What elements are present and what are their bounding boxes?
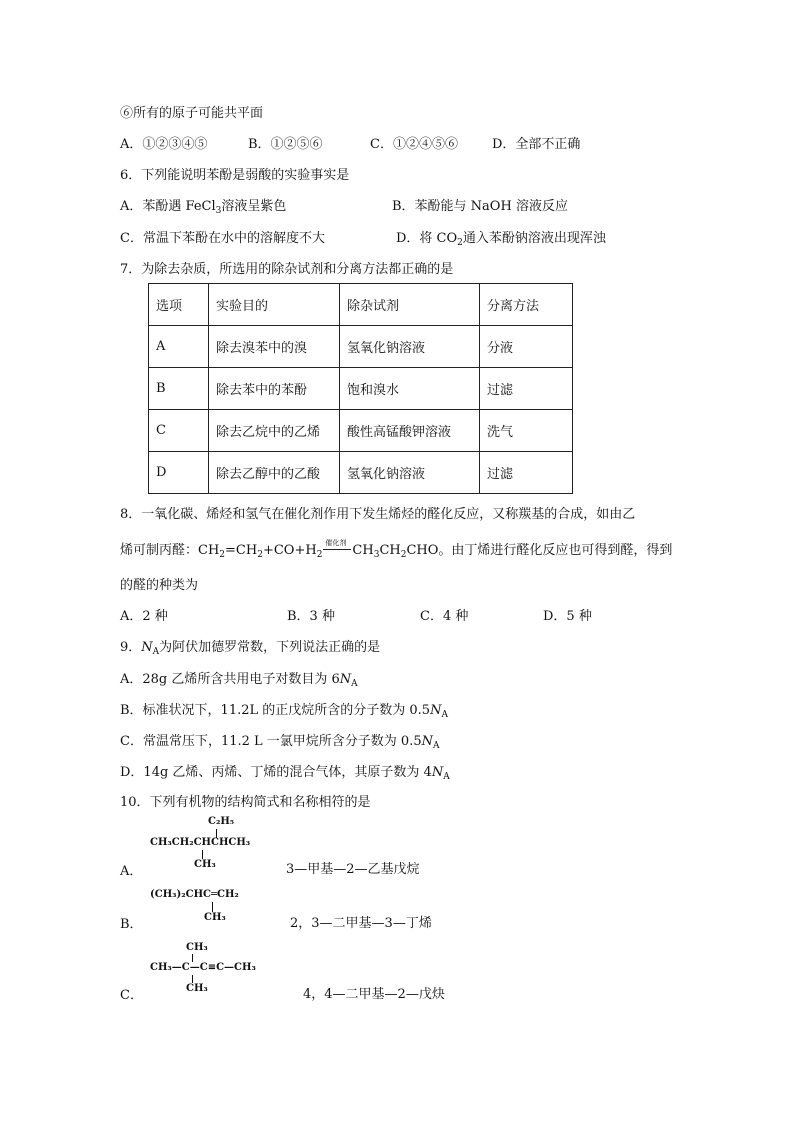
- q8-option-a: A．2 种: [120, 609, 168, 624]
- q9-option-c: C．常温常压下，11.2 L 一氯甲烷所含分子数为 $0.5N_A$: [120, 734, 440, 751]
- q9-option-a: A．28g 乙烯所含共用电子对数目为 $6N_A$: [120, 672, 358, 689]
- table-header-cell: 实验目的: [209, 284, 340, 326]
- q8-option-b: B．3 种: [287, 609, 335, 624]
- q5-option-c: C．①②④⑤⑥: [370, 137, 458, 152]
- q8-line2: 烯可制丙醛：$CH_2=CH_2+CO+H_2$ 催化剂 $CH_3CH_2CHO$。由丁烯进行醛化反应也可得到醛，得到: [120, 543, 672, 563]
- reaction-arrow: [323, 539, 351, 554]
- table-cell: C: [149, 410, 209, 452]
- main-chain: CH₃CH₂CHCHCH₃: [150, 837, 251, 848]
- table-row: [149, 410, 573, 452]
- table-cell: 酸性高锰酸钾溶液: [340, 410, 480, 452]
- q9-option-d: D．14g 乙烯、丙烯、丁烯的混合气体，其原子数为 $4N_A$: [120, 765, 450, 782]
- q10-option-b-label: B．: [120, 917, 143, 932]
- table-row: [149, 368, 573, 410]
- table-cell: 除去溴苯中的溴: [209, 326, 340, 368]
- substituent-top: CH₃: [186, 942, 208, 953]
- q8-option-d: D．5 种: [543, 609, 592, 624]
- substituent-bottom: CH₃: [186, 983, 208, 994]
- substituent-top: C₂H₅: [208, 816, 235, 827]
- table-cell: 过滤: [480, 452, 573, 494]
- table-cell: 饱和溴水: [340, 368, 480, 410]
- table-cell: B: [149, 368, 209, 410]
- q6-option-b: B．苯酚能与 NaOH 溶液反应: [392, 199, 568, 214]
- q10-option-a-label: A．: [120, 864, 143, 879]
- table-header-cell: 选项: [149, 284, 209, 326]
- q10-option-c-label: C．: [120, 988, 143, 1003]
- q5-option-d: D．全部不正确: [492, 137, 581, 152]
- q6-option-a: A．苯酚遇 FeCl$_3$溶液呈紫色: [120, 199, 287, 216]
- q10-option-a-name: 3—甲基—2—乙基戊烷: [286, 862, 420, 877]
- table-cell: 氢氧化钠溶液: [340, 452, 480, 494]
- table-cell: 洗气: [480, 410, 573, 452]
- q5-item6: ⑥所有的原子可能共平面: [120, 106, 264, 121]
- q9-option-b: B．标准状况下，11.2L 的正戊烷所含的分子数为 $0.5N_A$: [120, 703, 448, 720]
- table-row: [149, 326, 573, 368]
- q10-stem: 10．下列有机物的结构简式和名称相符的是: [120, 795, 371, 810]
- table-cell: D: [149, 452, 209, 494]
- q6-option-d: D．将 $CO_2$通入苯酚钠溶液出现浑浊: [396, 231, 606, 248]
- table-header-cell: 分离方法: [480, 284, 573, 326]
- q5-option-b: B．①②⑤⑥: [248, 137, 323, 152]
- substituent-bottom: CH₃: [194, 859, 216, 870]
- q10-option-c-name: 4，4—二甲基—2—戊炔: [303, 987, 445, 1002]
- q8-line3: 的醛的种类为: [120, 578, 199, 593]
- q8-option-c: C．4 种: [420, 609, 469, 624]
- table-cell: 过滤: [480, 368, 573, 410]
- table-cell: 除去乙烷中的乙烯: [209, 410, 340, 452]
- q5-option-a: A．①②③④⑤: [120, 137, 208, 152]
- table-cell: 除去苯中的苯酚: [209, 368, 340, 410]
- q6-option-c: C．常温下苯酚在水中的溶解度不大: [120, 231, 325, 246]
- q10-option-b-name: 2，3—二甲基—3—丁烯: [290, 916, 432, 931]
- q8-line1: 8．一氧化碳、烯烃和氢气在催化剂作用下发生烯烃的醛化反应，又称羰基的合成，如由乙: [120, 507, 636, 522]
- q7-table: [148, 283, 573, 494]
- table-cell: 分液: [480, 326, 573, 368]
- substituent-bottom: CH₃: [204, 912, 226, 923]
- main-chain: CH₃—C—C≡C—CH₃: [150, 962, 256, 973]
- table-cell: 除去乙醇中的乙酸: [209, 452, 340, 494]
- q9-stem: 9．$N_A$为阿伏加德罗常数，下列说法正确的是: [120, 640, 381, 657]
- q6-stem: 6．下列能说明苯酚是弱酸的实验事实是: [120, 168, 350, 183]
- table-cell: 氢氧化钠溶液: [340, 326, 480, 368]
- catalyst-label: 催化剂: [325, 539, 347, 547]
- table-cell: A: [149, 326, 209, 368]
- q7-stem: 7．为除去杂质，所选用的除杂试剂和分离方法都正确的是: [120, 262, 454, 277]
- table-header-row: [149, 284, 573, 326]
- table-row: [149, 452, 573, 494]
- main-chain: (CH₃)₂CHC═CH₂: [150, 889, 239, 900]
- table-header-cell: 除杂试剂: [340, 284, 480, 326]
